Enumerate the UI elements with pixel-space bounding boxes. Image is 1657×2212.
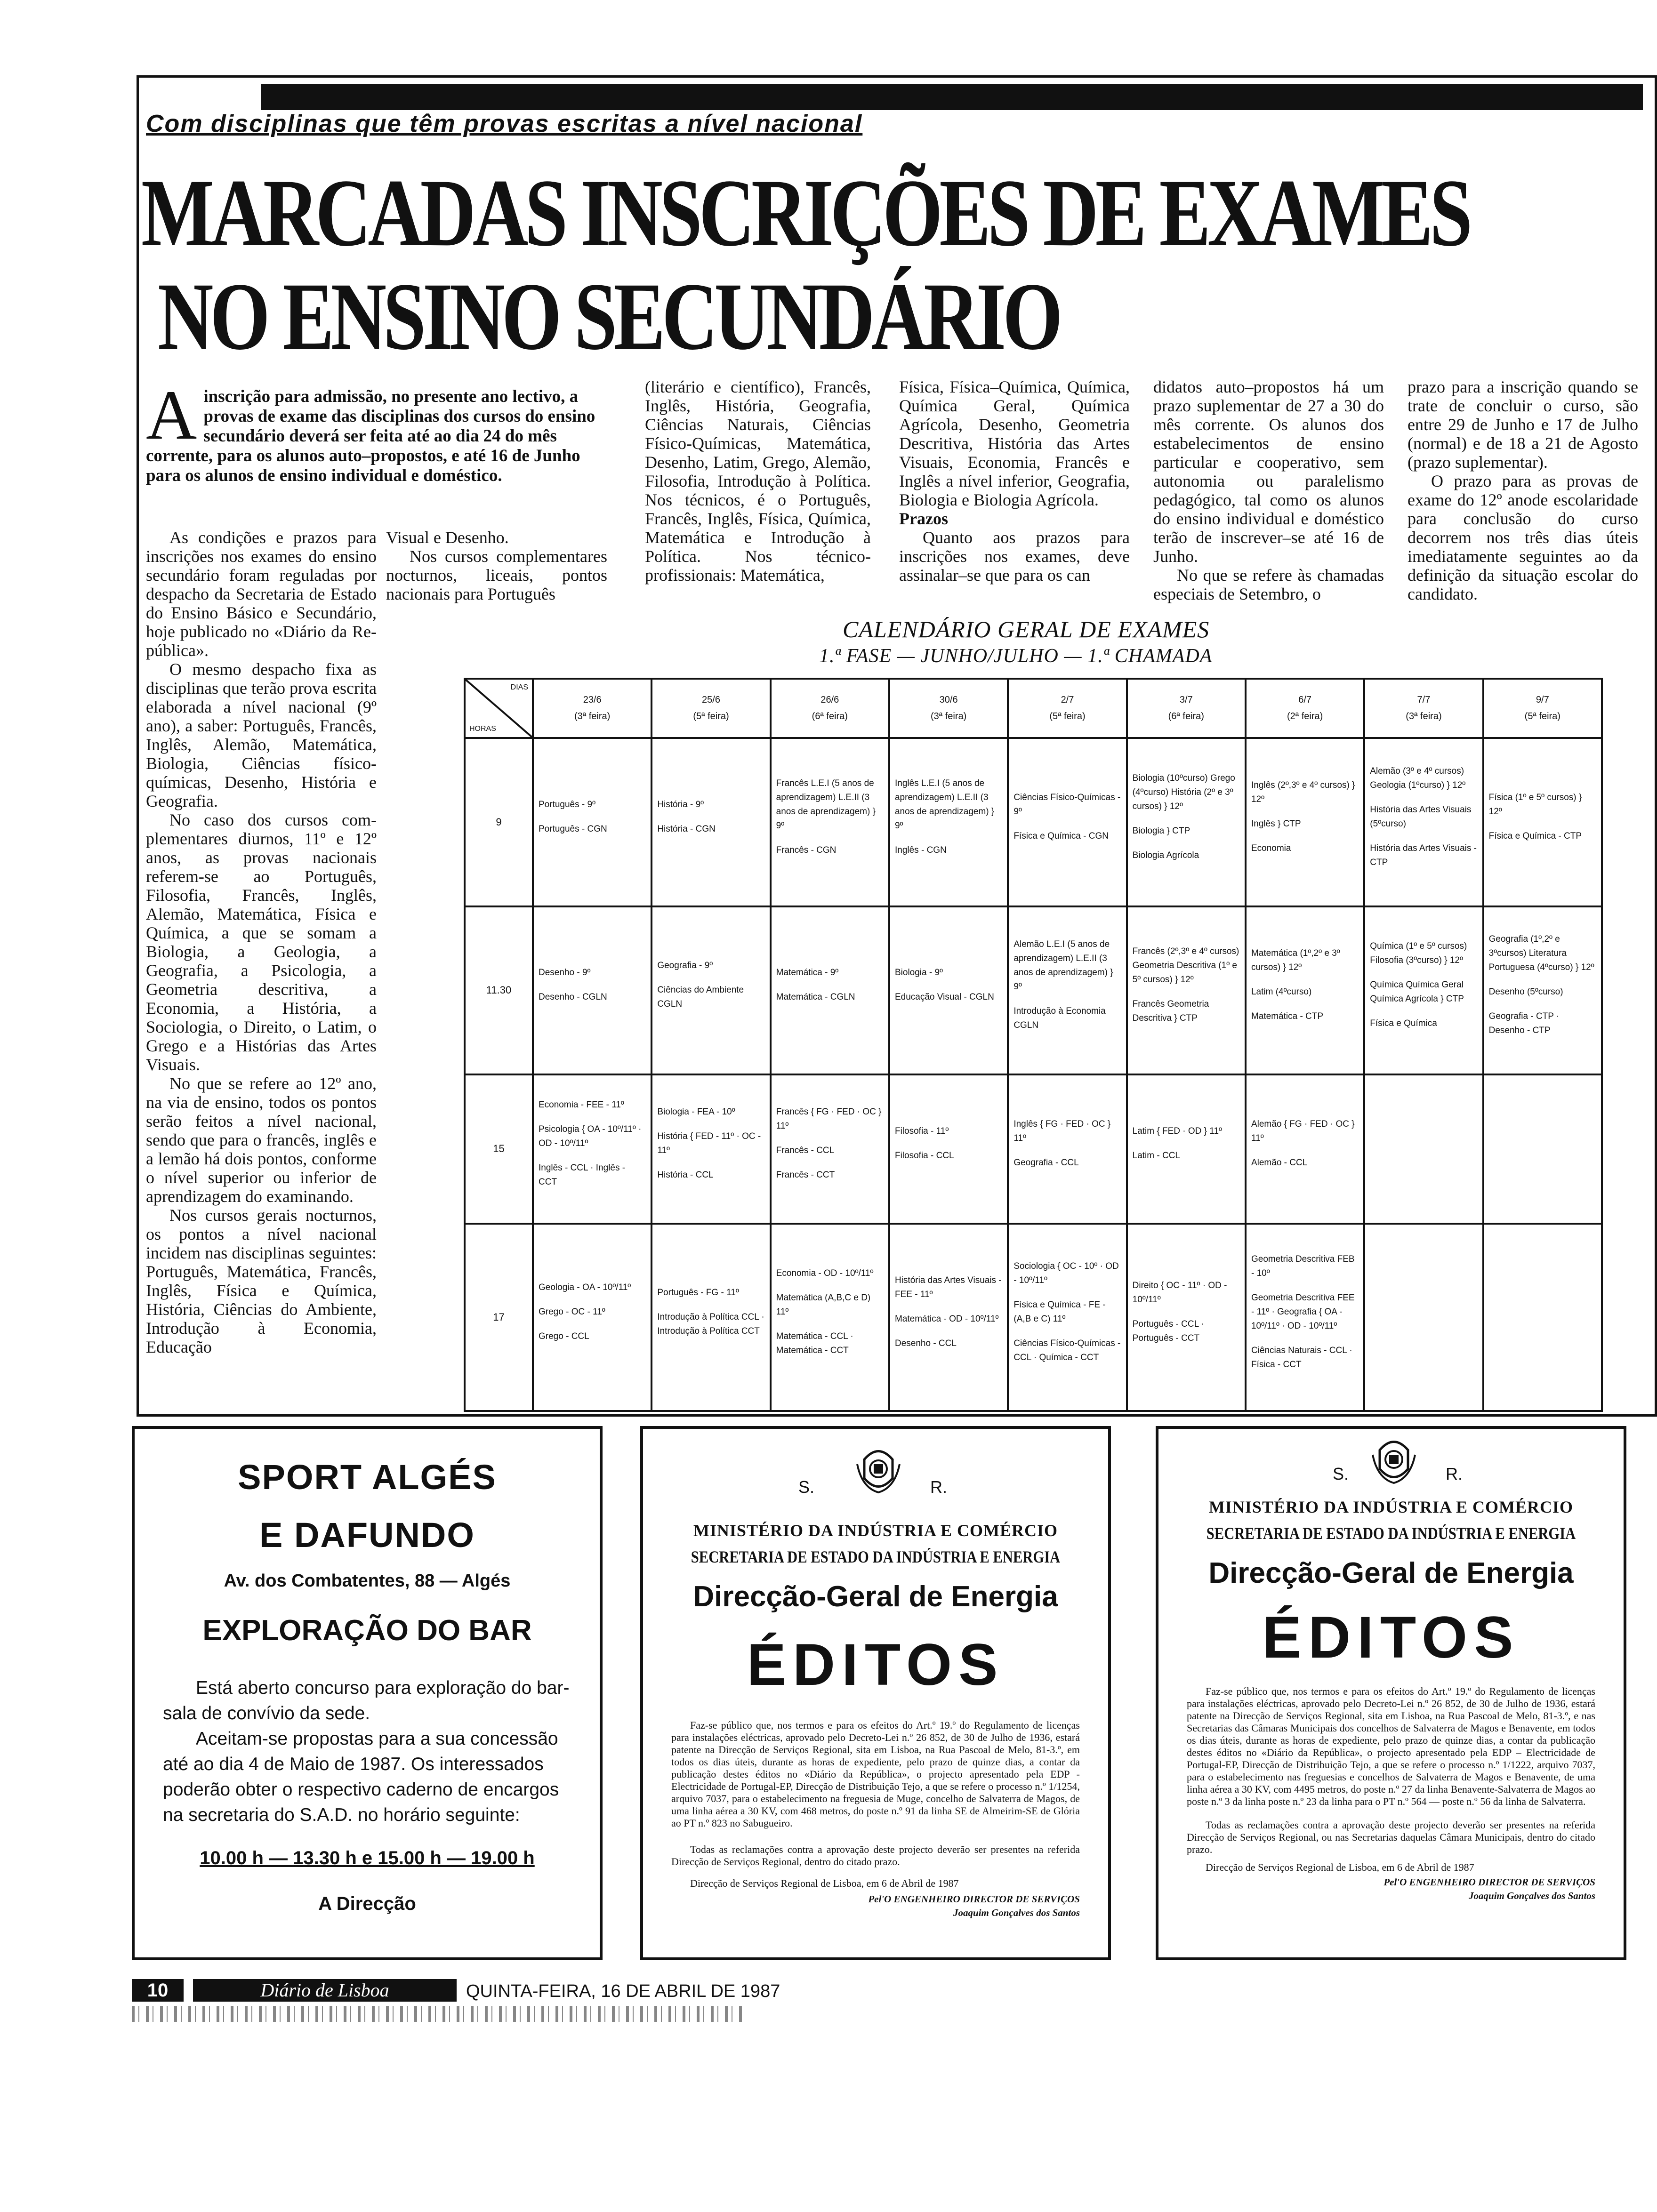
calendar-hour-cell: 17 [465,1224,533,1411]
signer-name: Joaquim Gonçalves dos Santos [953,1907,1080,1918]
calendar-cell [771,906,889,1075]
calendar-cell-line: Geografia - CCL [1014,1158,1079,1168]
article-column-1 [146,528,377,1389]
calendar-cell [1483,1224,1602,1411]
calendar-cell-line: Grego - CCL [539,1331,589,1341]
calendar-cell [1246,906,1364,1075]
calendar-cell-line: Direito { OC - 11º · OD - 10º/11º [1132,1280,1227,1305]
calendar-cell-line: Geometria Descritiva FEB - 10º [1251,1254,1355,1278]
calendar-cell-line: Economia [1251,843,1291,853]
sr-s: S. [798,1477,815,1497]
page-number: 10 [132,1979,184,2002]
issue-date: QUINTA-FEIRA, 16 DE ABRIL DE 1987 [466,1981,780,2001]
calendar-day-weekday: (5ª feira) [1049,711,1086,721]
calendar-cell-line: Português - CCL · Português - CCT [1132,1319,1205,1343]
calendar-day-date: 7/7 [1417,695,1431,705]
sr-s: S. [1333,1464,1349,1483]
calendar-cell-line: Matemática - CCL · Matemática - CCT [776,1331,853,1355]
directorate-name: Direcção-Geral de Energia [693,1580,1058,1613]
ad-editos-2 [1156,1426,1626,1960]
paragraph: As condições e prazos para inscrições nos exames do ensino secundário foram reguladas por despacho da Secretaria de Estado do Ensino Básico e Secundário, hoje publicado no «Diário da República». [146,528,377,660]
calendar-day-weekday: (2ª feira) [1287,711,1323,721]
top-rule-bar [261,84,1643,110]
calendar-cell [1246,738,1364,906]
calendar-hour-cell: 11.30 [465,906,533,1075]
newspaper-name: Diário de Lisboa [193,1979,457,2002]
calendar-cell-line: Francês Geometria Descritiva } CTP [1132,999,1209,1024]
lead-paragraph [146,376,607,486]
signer-title: Pel'O ENGENHEIRO DIRECTOR DE SERVIÇOS [1384,1876,1595,1888]
calendar-cell-line: Química Química Geral Química Agrícola } CTP [1370,980,1464,1004]
calendar-cell [1364,1224,1483,1411]
calendar-cell [1008,1074,1126,1224]
article-column-3 [645,377,871,608]
calendar-cell [1127,1074,1246,1224]
editos-claims: Todas as reclamações contra a aprovação deste projecto deverão ser presentes na referida Direcção de Serviços Regional, ou nas Secretarias daquelas Câmara Municipais, dentro do citado prazo. [1187,1819,1595,1855]
paragraph: No que se refere às chamadas especiais de Setembro, o [1153,566,1384,603]
calendar-cell [889,1074,1008,1224]
calendar-cell [1483,738,1602,906]
calendar-day-weekday: (5ª feira) [693,711,729,721]
calendar-day-weekday: (6ª feira) [812,711,848,721]
calendar-cell-line: Francês - CCT [776,1170,835,1180]
article-column-5 [1153,377,1384,608]
calendar-row [465,906,1602,1075]
secretary-name: SECRETARIA DE ESTADO DA INDÚSTRIA E ENERGIA [691,1547,1061,1566]
calendar-cell-line: Português - CGN [539,824,607,834]
ad-signature: A Direcção [318,1893,416,1914]
calendar-cell-line: História - CCL [657,1170,714,1180]
barcode-strip [132,2006,744,2022]
calendar-cell-line: Alemão { FG · FED · OC } 11º [1251,1119,1355,1144]
calendar-cell-line: Matemática - CGLN [776,992,855,1002]
calendar-cell [1008,738,1126,906]
ad-address: Av. dos Combatentes, 88 — Algés [224,1571,511,1591]
calendar-cell-line: Inglês { FG · FED · OC } 11º [1014,1119,1111,1144]
paragraph: didatos auto–propostos há um prazo suplementar de 27 a 30 do mês corrente. Os alunos dos estabelecimentos de ensino particular e cooperativo, sem autonomia ou paralelismo pedagógico, tal como os alunos do ensino individual e doméstico terão de inscrever–se até 16 de Junho. [1153,377,1384,566]
calendar-cell-line: Introdução à Política CCL · Introdução à Política CCT [657,1312,764,1336]
calendar-row [465,1074,1602,1224]
calendar-day-header [1008,679,1126,738]
calendar-cell-line: Ciências Físico-Químicas - CCL · Química - CCT [1014,1338,1121,1362]
calendar-cell [771,738,889,906]
calendar-cell [1364,906,1483,1075]
calendar-cell-line: Francês L.E.I (5 anos de aprendizagem) L.E.II (3 anos de aprendizagem) } 9º [776,778,876,831]
calendar-cell [652,1224,770,1411]
calendar-cell-line: Educação Visual - CGLN [894,992,994,1002]
calendar-cell-line: Biologia Agrícola [1132,850,1199,860]
paragraph: Visual e Desenho. [386,528,509,547]
calendar-cell [1008,1224,1126,1411]
calendar-cell-line: Biologia (10ºcurso) Grego (4ºcurso) História (2º e 3º cursos) } 12º [1132,773,1235,811]
calendar-cell-line: Economia - OD - 10º/11º [776,1268,874,1278]
calendar-day-header [1483,679,1602,738]
calendar-cell-line: Física e Química [1370,1018,1437,1029]
calendar-cell [1127,738,1246,906]
calendar-cell [1483,906,1602,1075]
calendar-cell-line: Física e Química - CGN [1014,831,1109,841]
calendar-cell [889,1224,1008,1411]
calendar-day-weekday: (3ª feira) [1406,711,1442,721]
calendar-day-date: 30/6 [939,695,958,705]
section-heading: Prazos [899,509,948,528]
calendar-cell-line: Inglês L.E.I (5 anos de aprendizagem) L.E.II (3 anos de aprendizagem) } 9º [894,778,995,831]
calendar-corner-cell [465,679,533,738]
calendar-cell [533,906,652,1075]
paragraph: Quanto aos prazos para inscrições nos exames, deve assinalar–se que para os can [899,528,1130,585]
calendar-cell [771,1074,889,1224]
calendar-cell-line: Psicologia { OA - 10º/11º · OD - 10º/11º [539,1124,642,1149]
kicker: Com disciplinas que têm provas escritas a nível nacional [146,110,863,137]
calendar-day-date: 2/7 [1061,695,1074,705]
headline-line1: MARCADAS INSCRIÇÕES DE EXAMES [141,160,1470,266]
calendar-cell-line: Francês { FG · FED · OC } 11º [776,1107,882,1131]
calendar-day-header [533,679,652,738]
ad-heading: EXPLORAÇÃO DO BAR [202,1614,532,1647]
calendar-cell-line: Sociologia { OC - 10º · OD - 10º/11º [1014,1261,1119,1285]
calendar-header-row [465,679,1602,738]
calendar-day-header [771,679,889,738]
calendar-cell-line: Ciências do Ambiente CGLN [657,985,744,1010]
calendar-hour-cell: 15 [465,1074,533,1224]
calendar-cell-line: História - 9º [657,799,704,809]
drop-cap: A [146,376,197,454]
calendar-cell-line: Desenho - 9º [539,968,591,978]
calendar-cell-line: Latim - CCL [1132,1151,1180,1161]
corner-days-label: DIAS [510,683,528,691]
calendar-row [465,1224,1602,1411]
corner-hours-label: HORAS [469,725,496,733]
calendar-day-weekday: (3ª feira) [930,711,967,721]
calendar-cell-line: Biologia - 9º [894,968,943,978]
calendar-cell-line: Química (1º e 5º cursos) Filosofia (3ºcurso) } 12º [1370,941,1467,966]
calendar-cell-line: Alemão L.E.I (5 anos de aprendizagem) L.E.II (3 anos de aprendizagem) } 9º [1014,939,1113,992]
calendar-day-date: 6/7 [1298,695,1312,705]
calendar-cell [533,1074,652,1224]
calendar-cell-line: Economia - FEE - 11º [539,1100,624,1110]
coat-of-arms-icon [855,1445,902,1497]
calendar-cell-line: Inglês (2º,3º e 4º cursos) } 12º [1251,780,1355,804]
calendar-day-date: 3/7 [1179,695,1193,705]
paragraph: O mesmo despacho fixa as disciplinas que terão prova escrita elaborada a nível nacional (9º ano), a saber: Português, Francês, Inglês, Alemão, Matemática, Biologia, Ciências físico-químicas, Desenho, História e Geografia. [146,660,377,810]
calendar-cell-line: Matemática - CTP [1251,1011,1324,1022]
editos-title: ÉDITOS [1262,1605,1520,1670]
calendar-day-header [652,679,770,738]
directorate-name: Direcção-Geral de Energia [1208,1557,1574,1589]
calendar-cell-line: Matemática - 9º [776,968,839,978]
lead-text: inscrição para admissão, no presente ano lectivo, a provas de exame das disciplinas dos cursos do ensino secundário deverá ser feita até ao dia 24 do mês corrente, para os alunos auto–propostos, e até 16 de Junho para os alunos de ensino individual e doméstico. [146,387,595,485]
ad-paragraph: Aceitam-se propostas para a sua concessão até ao dia 4 de Maio de 1987. Os interessados poderão obter o respectivo caderno de encargos na secretaria do S.A.D. no horário seguinte: [163,1729,559,1825]
calendar-cell-line: Desenho (5ºcurso) [1488,987,1563,997]
headline-line2: NO ENSINO SECUNDÁRIO [158,263,1060,370]
calendar-cell [889,906,1008,1075]
editos-body: Faz-se público que, nos termos e para os efeitos do Art.º 19.º do Regulamento de licenças para instalações eléctricas, aprovado pelo Decreto-Lei n.º 26 852, de 30 de Julho de 1936, estará patente na Direcção de Serviços Regional, sita em Lisboa, na Rua Pascoal de Melo, 81-3.º, em todos os dias úteis, durante as horas de expediente, pelo prazo de quinze dias, a contar da publicação destes éditos no «Diário da República», o projecto apresentado pela EDP - Electricidade de Portugal-EP, Direcção de Distribuição Tejo, a que se refere o processo n.º 1/1254, arquivo 7037, para o estabelecimento na freguesia de Muge, concelho de Salvaterra de Magos, de uma linha aérea a 30 KV, com 468 metros, do poste n.º 91 da linha SE de Almeirim-SE de Glória ao PT n.º 823 no Sabugueiro. [671,1719,1080,1829]
calendar-cell-line: Introdução à Economia CGLN [1014,1006,1106,1031]
calendar-cell-line: Geografia - 9º [657,961,713,971]
calendar-cell-line: Filosofia - 11º [894,1126,949,1137]
ministry-name: MINISTÉRIO DA INDÚSTRIA E COMÉRCIO [693,1521,1058,1540]
calendar-cell [533,738,652,906]
calendar-cell-line: Desenho - CGLN [539,992,607,1002]
paragraph: Nos cursos complementares nocturnos, liceais, pontos nacionais para Português [386,547,607,603]
calendar-cell [1127,1224,1246,1411]
article-column-4 [899,377,1130,608]
calendar-cell-line: Alemão - CCL [1251,1158,1308,1168]
calendar-cell-line: Filosofia - CCL [894,1151,954,1161]
signer-title: Pel'O ENGENHEIRO DIRECTOR DE SERVIÇOS [868,1893,1080,1905]
calendar-day-header [1127,679,1246,738]
ad-editos-1 [640,1426,1111,1960]
calendar-cell [1364,1074,1483,1224]
editos-place-date: Direcção de Serviços Regional de Lisboa, em 6 de Abril de 1987 [1206,1861,1474,1873]
calendar-cell [771,1224,889,1411]
sr-r: R. [1446,1464,1463,1483]
calendar-cell [1127,906,1246,1075]
coat-of-arms-icon [1370,1436,1417,1488]
calendar-cell-line: Latim (4ºcurso) [1251,987,1312,997]
calendar-cell-line: Inglês - CCL · Inglês - CCT [539,1163,626,1187]
calendar-row [465,738,1602,906]
calendar-cell-line: História das Artes Visuais - FEE - 11º [894,1275,1002,1299]
calendar-cell [652,906,770,1075]
calendar-cell-line: História das Artes Visuais - CTP [1370,843,1477,867]
paragraph: Nos cursos gerais nocturnos, os pontos a nível nacional incidem nas disciplinas seguintes: Português, Matemática, Francês, Inglês, Física e Química, História, Ciências do Ambiente, Introdução à Economia, Educação [146,1206,377,1356]
calendar-cell-line: Português - 9º [539,799,596,809]
calendar-cell-line: História { FED - 11º · OC - 11º [657,1131,761,1156]
paragraph: prazo para a inscrição quando se trate de concluir o curso, são entre 29 de Junho e 17 de Julho (normal) e de 18 a 21 de Agosto (prazo suplementar). [1408,377,1638,472]
paragraph: No caso dos cursos complementares diurnos, 11º e 12º anos, as provas nacionais referem-se ao Português, Filosofia, Francês, Inglês, Alemão, Matemática, Física e Química, a que se somam a Biologia, a Geologia, a Geografia, a Psicologia, a Geometria descritiva, a Economia, a História, a Sociologia, o Direito, o Latim, o Grego e a Histórias das Artes Visuais. [146,810,377,1074]
paragraph: No que se refere ao 12º ano, na via de ensino, todos os pontos serão feitos a nível nacional, sendo que para o francês, inglês e a lemão há dois pontos, conforme o nível superior ou inferior de aprendizagem do examinando. [146,1074,377,1206]
signer-name: Joaquim Gonçalves dos Santos [1469,1890,1595,1901]
calendar-cell [533,1224,652,1411]
calendar-day-date: 23/6 [583,695,602,705]
calendar-cell [652,738,770,906]
ministry-name: MINISTÉRIO DA INDÚSTRIA E COMÉRCIO [1208,1498,1574,1516]
calendar-day-date: 25/6 [702,695,720,705]
calendar-title: CALENDÁRIO GERAL DE EXAMES [843,616,1210,642]
calendar-cell [1483,1074,1602,1224]
paragraph: O prazo para as provas de exame do 12º anode escolaridade para conclusão do curso decorrem nos três dias úteis imediatamente seguintes ao da definição da situação escolar do candidato. [1408,472,1638,603]
calendar-cell-line: Ciências Naturais - CCL · Física - CCT [1251,1345,1352,1370]
exam-calendar-table [464,678,1603,1412]
ad-hours: 10.00 h — 13.30 h e 15.00 h — 19.00 h [200,1848,535,1868]
calendar-cell-line: Biologia } CTP [1132,825,1190,836]
calendar-cell-line: Geografia - CTP · Desenho - CTP [1488,1011,1560,1036]
calendar-cell-line: Latim { FED · OD } 11º [1132,1126,1222,1137]
calendar-day-weekday: (5ª feira) [1524,711,1560,721]
calendar-subtitle: 1.ª FASE — JUNHO/JULHO — 1.ª CHAMADA [819,645,1213,667]
ad-sport-alges [132,1426,603,1960]
calendar-cell-line: Biologia - FEA - 10º [657,1107,735,1117]
sr-r: R. [930,1477,947,1497]
calendar-cell-line: Matemática (A,B,C e D) 11º [776,1292,871,1317]
article-column-6 [1408,377,1638,608]
calendar-cell [1008,906,1126,1075]
calendar-hour-cell: 9 [465,738,533,906]
calendar-cell-line: Ciências Físico-Químicas - 9º [1014,792,1121,817]
calendar-cell [1246,1224,1364,1411]
calendar-day-header [889,679,1008,738]
calendar-cell [1246,1074,1364,1224]
calendar-cell-line: Francês (2º,3º e 4º cursos) Geometria Descritiva (1º e 5º cursos) } 12º [1132,946,1239,985]
calendar-cell-line: Geometria Descritiva FEE - 11º · Geografia { OA - 10º/11º · OD - 10º/11º [1251,1292,1355,1331]
calendar-cell-line: História das Artes Visuais (5ºcurso) [1370,804,1472,829]
calendar-day-header [1364,679,1483,738]
ad-title-line2: E DAFUNDO [259,1515,475,1555]
ad-paragraph: Está aberto concurso para exploração do barsala de convívio da sede. [163,1678,570,1723]
calendar-cell-line: Geografia (1º,2º e 3ºcursos) Literatura Portuguesa (4ºcurso) } 12º [1488,934,1594,973]
calendar-cell-line: Inglês - CGN [894,845,947,855]
calendar-cell-line: Português - FG - 11º [657,1287,739,1298]
editos-place-date: Direcção de Serviços Regional de Lisboa, em 6 de Abril de 1987 [690,1877,959,1889]
calendar-cell-line: Física e Química - CTP [1488,831,1582,841]
paragraph: (literário e científico), Francês, Inglês, História, Geografia, Ciências Naturais, Ciências Físico-Químicas, Matemática, Desenho, Latim, Grego, Alemão, Filosofia, Introdução à Política. Nos técnicos, é o Português, Francês, Inglês, Física, Química, Matemática e Introdução à Política. Nos técnico-profissionais: Matemática, [645,377,871,585]
calendar-cell-line: Francês - CCL [776,1146,835,1156]
calendar-day-weekday: (3ª feira) [574,711,611,721]
calendar-day-date: 9/7 [1536,695,1549,705]
editos-title: ÉDITOS [747,1632,1005,1698]
editos-body: Faz-se público que, nos termos e para os efeitos do Art.º 19.º do Regulamento de licenças para instalações eléctricas, aprovado pelo Decreto-Lei n.º 26 852, de 30 de Julho de 1936, estará patente na Direcção de Serviços Regional, sita em Lisboa, na Rua Pascoal de Melo, 81-3.º, e nas Secretarias das Câmaras Municipais dos concelhos de Salvaterra de Magos e Benavente, em todos os dias úteis, durante as horas de expediente, pelo prazo de quinze dias, a contar da publicação destes éditos no «Diário da República», o projecto apresentado pela EDP – Electricidade de Portugal-EP, Direcção de Distribuição Tejo, a que se refere o processo n.º 1/1222, arquivo 7037, para o estabelecimento nas freguesias e concelhos de Salvaterra de Magos e Benavente, de uma linha aérea a 30 KV, com 4495 metros, do poste n.º 27 da linha Benavente-Salvaterra de Magos ao poste n.º 3 da linha poste n.º 23 da linha para o PT n.º 564 — poste n.º 56 da linha de Salvaterra. [1187,1685,1595,1807]
calendar-cell-line: Desenho - CCL [894,1338,957,1348]
calendar-cell-line: Matemática - OD - 10º/11º [894,1314,999,1324]
calendar-day-weekday: (6ª feira) [1168,711,1204,721]
secretary-name: SECRETARIA DE ESTADO DA INDÚSTRIA E ENERGIA [1206,1524,1576,1543]
calendar-cell [889,738,1008,906]
calendar-cell-line: Matemática (1º,2º e 3º cursos) } 12º [1251,948,1340,973]
calendar-cell-line: Francês - CGN [776,845,837,855]
calendar-cell-line: Física (1º e 5º cursos) } 12º [1488,792,1582,817]
calendar-cell-line: História - CGN [657,824,716,834]
calendar-day-date: 26/6 [820,695,839,705]
calendar-cell-line: Alemão (3º e 4º cursos) Geologia (1ºcurso) } 12º [1370,766,1466,790]
calendar-cell [1364,738,1483,906]
calendar-cell-line: Grego - OC - 11º [539,1306,605,1317]
editos-claims: Todas as reclamações contra a aprovação deste projecto deverão ser presentes na referida Direcção de Serviços Regional, dentro do citado prazo. [671,1843,1080,1867]
article-column-2 [386,528,607,608]
paragraph: Física, Física–Química, Química, Química Geral, Química Agrícola, Desenho, Geometria Descritiva, História das Artes Visuais, Economia, Francês e Inglês a nível inferior, Geografia, Biologia e Biologia Agrícola. [899,377,1130,509]
calendar-day-header [1246,679,1364,738]
calendar-cell-line: Inglês } CTP [1251,818,1301,829]
calendar-cell [652,1074,770,1224]
ad-title-line1: SPORT ALGÉS [238,1458,497,1497]
calendar-cell-line: Física e Química - FE - (A,B e C) 11º [1014,1299,1106,1324]
calendar-cell-line: Geologia - OA - 10º/11º [539,1282,631,1292]
